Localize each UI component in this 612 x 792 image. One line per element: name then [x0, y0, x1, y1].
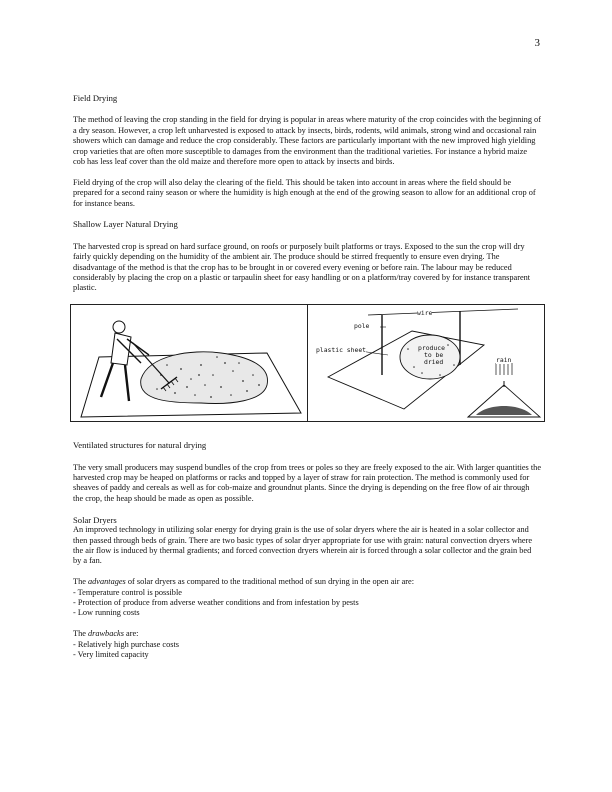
list-item: - Relatively high purchase costs [73, 639, 179, 649]
shallow-layer-heading: Shallow Layer Natural Drying [73, 219, 178, 230]
list-item: - Protection of produce from adverse weather conditions and from infestation by pests [73, 597, 359, 607]
figure-left-panel [71, 305, 307, 421]
solar-dryers-paragraph: An improved technology in utilizing solar energy for drying grain is the use of solar dryers where the air is heated in a solar collector and then passed through beds of grain. There are two basic types of solar dryer appropriate for use with grain: natural convection dryers where the air flow is induced by thermal gradients; and forced convection dryers wherein air is forced through a solar collector and the grain bed by a fan. [73, 525, 533, 566]
shallow-layer-paragraph: The harvested crop is spread on hard surface ground, on roofs or purposely built platforms or trays. Exposed to the sun the crop will dry fairly quickly depending on the humidity of the ambient air. The produce should be stirred frequently to ensure even drying. The disadvantage of the method is that the crop has to be brought in or covered every evening or before rain. The labour may be reduced considerably by placing the crop on a plastic or tarpaulin sheet for easy handling or on a platform/tray covered by for instance transparent plastic. [73, 241, 531, 293]
plastic-sheet-label: plastic sheet [316, 346, 367, 355]
field-drying-paragraph-1: The method of leaving the crop standing in the field for drying is popular in areas where maturity of the crop coincides with the beginning of a dry season. However, a crop left unharvested is exposed to attack by insects, birds, rodents, wild animals, strong wind and occasional rain showers which can damage and reduce the crop considerably. These factors are particularly important with the new improved high yielding crop varieties that are often more susceptible to damages from the environment than the traditional varieties. For instance a hybrid maize cob has less leaf cover than the old maize and therefore more open to attack by insects and birds. [73, 115, 541, 167]
rain-label: rain [496, 356, 512, 365]
advantages-intro-post: of solar dryers as compared to the traditional method of sun drying in the open air are: [125, 577, 415, 587]
field-drying-heading: Field Drying [73, 93, 118, 103]
list-item: - Low running costs [73, 608, 140, 618]
advantages-word: advantages [87, 577, 126, 587]
drawbacks-intro-post: are: [123, 629, 139, 639]
produce-label-line-3: dried [424, 358, 444, 367]
person-raking-crop-illustration [71, 305, 307, 421]
ventilated-heading: Ventilated structures for natural drying [73, 440, 207, 451]
drying-figure [70, 304, 545, 422]
solar-dryers-heading: Solar Dryers [73, 514, 117, 525]
drawbacks-intro-pre: The [73, 629, 88, 639]
advantages-intro [73, 577, 541, 587]
wire-label: wire [417, 309, 433, 318]
ventilated-paragraph: The very small producers may suspend bundles of the crop from trees or poles so they are freely exposed to the air. With larger quantities the harvested crop may be heaped on platforms or racks and topped by a layer of straw for rain protection. The method is commonly used for sheaves of paddy and cereals as well as for cob-maize and groundnut plants. Since the drying is depending on the free flow of air through the crop, the heap should be made as open as possible. [73, 462, 541, 503]
list-item: - Temperature control is possible [73, 587, 182, 597]
pole-label: pole [354, 322, 370, 331]
produce-label-line-1: produce [418, 344, 445, 353]
page-content [73, 93, 541, 671]
list-item: - Very limited capacity [73, 649, 149, 659]
drawbacks-intro [73, 629, 541, 639]
drawbacks-word: drawbacks [87, 629, 124, 639]
page-number: 3 [534, 37, 540, 49]
drawbacks-list [73, 640, 541, 661]
advantages-list [73, 588, 541, 619]
produce-label-line-2: to be [424, 351, 444, 360]
field-drying-paragraph-2: Field drying of the crop will also delay the clearing of the field. This should be taken into account in areas where the field should be prepared for a second rainy season or where the humidity is high enough at the end of the growing season to allow for an additional crop of for instance beans. [73, 177, 536, 208]
advantages-intro-pre: The [73, 577, 88, 587]
figure-right-panel [307, 305, 544, 421]
